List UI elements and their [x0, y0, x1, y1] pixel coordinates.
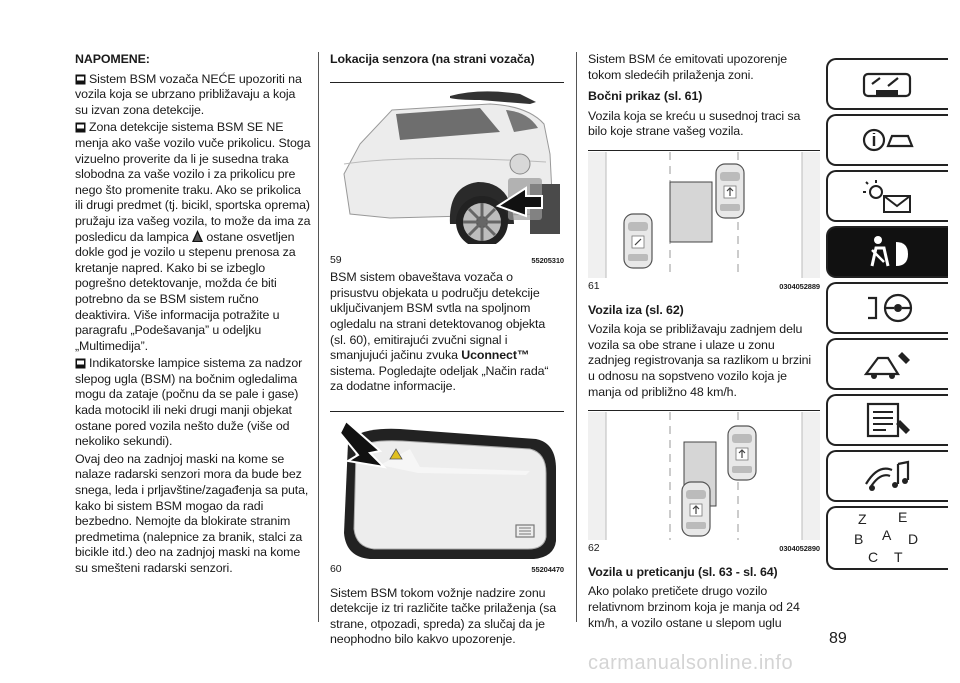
figure-59-code: 55205310 — [531, 255, 564, 265]
index-letters-icon — [850, 510, 926, 566]
tab-warning-lights[interactable] — [826, 170, 948, 222]
figure-62 — [588, 410, 820, 540]
index-letter: B — [854, 531, 864, 547]
index-letter: A — [882, 527, 892, 543]
watermark: carmanualsonline.info — [588, 652, 794, 674]
info-car-icon — [858, 120, 918, 160]
figure-61-caption — [588, 279, 820, 295]
note-bullet-icon — [75, 358, 86, 369]
maintenance-list-icon — [858, 400, 918, 440]
figure-59-caption — [330, 253, 564, 269]
car-service-icon — [858, 344, 918, 384]
rear-vehicles-heading: Vozila iza (sl. 62) — [588, 302, 684, 317]
index-letter: D — [908, 531, 919, 547]
note-1: Sistem BSM vozača NEĆE upozoriti na vozila koja se ubrzano približavaju a koja su izvan zona detekcije. — [75, 71, 302, 117]
bsm-warning-lamp-icon — [192, 230, 203, 242]
column-approaches — [588, 52, 820, 633]
figure-60-number: 60 — [330, 562, 342, 575]
figure-60-code: 55204470 — [531, 564, 564, 574]
note-bullet-icon — [75, 122, 86, 133]
figure-61-code: 0304052889 — [779, 281, 820, 291]
bsm-info-paragraph: BSM sistem obaveštava vozača o prisustvu objekata u području detekcije uključivanjem BSM svtla na spoljnom ogledalu na strani detektovanog objekta (sl. 60), emitirajući zvučni signal i smanjujući jačinu zvuka Uconnect™ sistema. Pogledajte odeljak „Način rada“ za dodatne informacije. — [330, 270, 549, 394]
column-divider — [318, 52, 319, 622]
tab-starting-driving[interactable] — [826, 282, 948, 334]
sensor-location-heading: Lokacija senzora (na strani vozača) — [330, 52, 535, 66]
index-letter: E — [898, 510, 908, 525]
note-3: Indikatorske lampice sistema za nadzor slepog ugla (BSM) na bočnim ogledalima mogu da zataje (počnu da se pale i gase) kada motocikl ili neki drugi manji objekat ostane pored vozila nešto duže (više od nekoliko sekundi). — [75, 356, 303, 449]
index-letter: C — [868, 549, 879, 565]
approaches-intro: Sistem BSM će emitovati upozorenje tokom sledećih prilaženja zoni. — [588, 52, 788, 82]
figure-61-number: 61 — [588, 279, 600, 292]
side-view-diagram — [588, 152, 820, 278]
rear-view-diagram — [588, 412, 820, 540]
safety-airbag-icon — [858, 232, 918, 272]
warning-lights-icon — [858, 176, 918, 216]
figure-59-number: 59 — [330, 253, 342, 266]
jeep-rear-quarter-image — [330, 84, 564, 244]
figure-62-number: 62 — [588, 542, 600, 555]
steering-start-icon — [858, 288, 918, 328]
figure-62-caption — [588, 541, 820, 557]
overtaking-heading: Vozila u preticanju (sl. 63 - sl. 64) — [588, 564, 778, 579]
index-letter: Z — [858, 511, 867, 527]
sensor-paragraph: Ovaj deo na zadnjoj maski na kome se nalaze radarski senzori mora da bude bez snega, leda i prljavštine/zagađenja sa puta, kako bi sistem BSM mogao da radi bezbedno. Nemojte da blokirate stranim predmetima (nalepnice za branik, stalci za bicikle itd.) deo na zadnjoj maski na kome su smešteni radarski senzori. — [75, 451, 309, 575]
figure-61 — [588, 150, 820, 278]
rear-vehicles-text: Vozila koja se približavaju zadnjem delu vozila sa obe strane i ulaze u zonu zadnjeg registrovanja sa razlikom u brzini u odnosu na sopstveno vozilo koja je manja od približno 48 km/h. — [588, 322, 812, 399]
overtaking-text: Ako polako pretičete drugo vozilo relativnom brzinom koja je manja od 24 km/h, a vozilo ostane u slepom uglu — [588, 584, 800, 630]
tab-multimedia[interactable] — [826, 450, 948, 502]
tab-service[interactable] — [826, 338, 948, 390]
side-view-text: Vozila koja se kreću u susednoj traci sa bilo koje strane vašeg vozila. — [588, 108, 801, 139]
figure-59 — [330, 82, 564, 252]
index-letter: T — [894, 549, 903, 565]
car-dashboard-icon — [858, 64, 918, 104]
note-bullet-icon — [75, 74, 86, 85]
notes-heading: NAPOMENE: — [75, 52, 150, 66]
figure-62-code: 0304052890 — [779, 544, 820, 554]
column-sensor-location — [330, 52, 564, 650]
column-notes — [75, 52, 311, 579]
multimedia-icon — [858, 456, 918, 496]
note-2: Zona detekcije sistema BSM SE NE menja ako vaše vozilo vuče prikolicu. Stoga vizuelno proverite da li je susedna traka slobodna za vaše vozilo i za prikolicu pre nego što promenite traku. Ako se prikolica ili drugi predmet (tj. bicikl, sportska oprema) pružaju iza vašeg vozila, to može da ima za posledicu da lampica ostane osvetljen dokle god je vozilo u stepenu prenosa za kretanje napred. Kako bi se izbeglo pogrešno detektovanje, možda će biti potrebno da se BSM sistem ručno deaktivira. Više informacija potražite u paragrafu „Podešavanja” u odeljku „Multimedija”. — [75, 120, 311, 353]
page-number: 89 — [829, 630, 847, 647]
figure-60 — [330, 411, 564, 561]
tab-maintenance[interactable] — [826, 394, 948, 446]
detection-paragraph: Sistem BSM tokom vožnje nadzire zonu detekcije iz tri različite tačke prilaženja (sa strane, otpozadi, spreda) za slučaj da je neophodno bilo kakvo upozorenje. — [330, 585, 556, 647]
tab-safety[interactable] — [826, 226, 948, 278]
side-view-heading: Bočni prikaz (sl. 61) — [588, 89, 703, 104]
tab-dashboard[interactable] — [826, 58, 948, 110]
figure-60-caption — [330, 562, 564, 578]
uconnect-brand: Uconnect™ — [461, 348, 530, 363]
tab-vehicle-info[interactable] — [826, 114, 948, 166]
tab-index[interactable] — [826, 506, 948, 570]
column-divider — [576, 52, 577, 622]
side-mirror-image — [330, 413, 564, 561]
